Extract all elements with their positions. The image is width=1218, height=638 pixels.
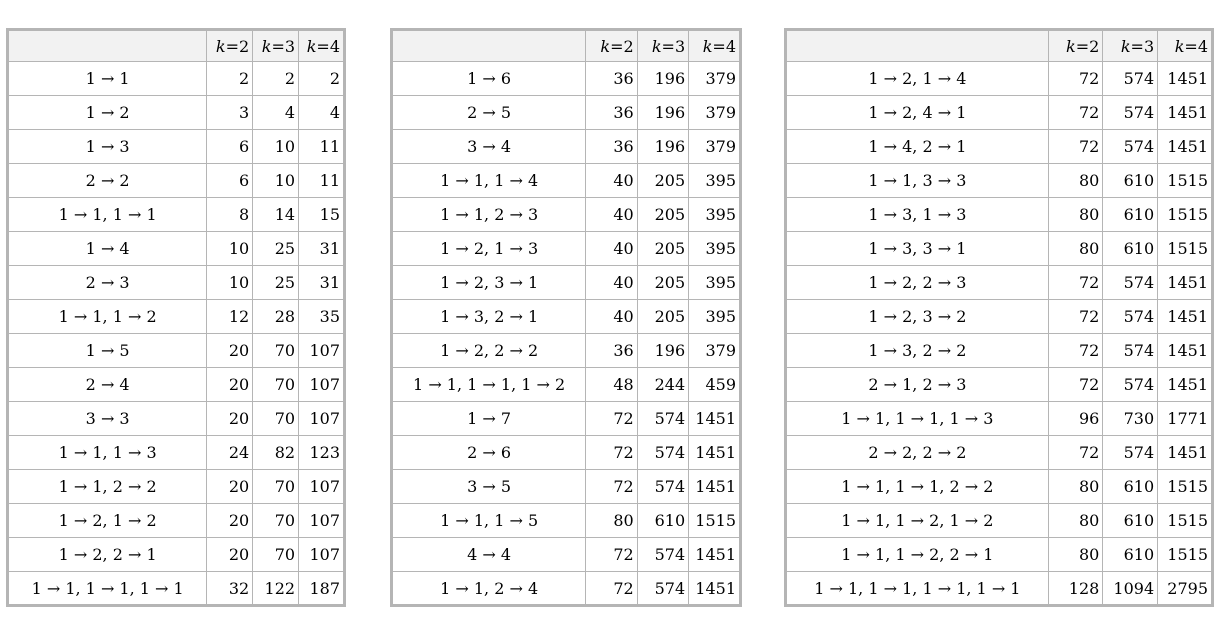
relation-cell: 1 → 2, 3 → 1	[392, 266, 586, 300]
relation-cell: 1 → 3, 1 → 3	[786, 198, 1049, 232]
count-cell: 1451	[1158, 96, 1213, 130]
table-row	[786, 198, 1213, 232]
table-row	[8, 300, 345, 334]
count-cell: 12	[207, 300, 253, 334]
relation-cell: 1 → 4, 2 → 1	[786, 130, 1049, 164]
relation-cell: 3 → 4	[392, 130, 586, 164]
count-cell: 395	[689, 300, 741, 334]
table-row	[8, 402, 345, 436]
table-row	[786, 130, 1213, 164]
count-cell: 610	[1103, 232, 1158, 266]
count-cell: 72	[586, 436, 637, 470]
relation-cell: 1 → 2, 2 → 1	[8, 538, 207, 572]
count-cell: 36	[586, 334, 637, 368]
count-cell: 20	[207, 334, 253, 368]
relation-cell: 1 → 1, 1 → 1, 2 → 2	[786, 470, 1049, 504]
relation-cell: 1 → 1, 3 → 3	[786, 164, 1049, 198]
count-cell: 610	[637, 504, 688, 538]
table-row	[392, 62, 741, 96]
count-cell: 1515	[1158, 164, 1213, 198]
count-cell: 196	[637, 334, 688, 368]
header-k-cell: k=3	[637, 30, 688, 62]
count-cell: 40	[586, 300, 637, 334]
count-cell: 610	[1103, 198, 1158, 232]
count-cell: 72	[1048, 436, 1103, 470]
relation-cell: 2 → 5	[392, 96, 586, 130]
count-cell: 1515	[689, 504, 741, 538]
count-cell: 379	[689, 62, 741, 96]
count-cell: 70	[253, 538, 299, 572]
relation-cell: 1 → 1, 1 → 5	[392, 504, 586, 538]
count-cell: 80	[1048, 164, 1103, 198]
relation-cell: 3 → 3	[8, 402, 207, 436]
count-cell: 2	[207, 62, 253, 96]
count-cell: 14	[253, 198, 299, 232]
count-cell: 24	[207, 436, 253, 470]
relation-cell: 1 → 3, 3 → 1	[786, 232, 1049, 266]
relation-cell: 1 → 2, 1 → 3	[392, 232, 586, 266]
count-cell: 72	[1048, 300, 1103, 334]
count-cell: 379	[689, 130, 741, 164]
count-cell: 205	[637, 198, 688, 232]
relation-cell: 1 → 1, 2 → 4	[392, 572, 586, 606]
relation-cell: 1 → 4	[8, 232, 207, 266]
count-cell: 395	[689, 232, 741, 266]
table-row	[786, 470, 1213, 504]
relation-cell: 2 → 4	[8, 368, 207, 402]
table-row	[786, 436, 1213, 470]
count-cell: 574	[637, 402, 688, 436]
count-cell: 40	[586, 266, 637, 300]
count-cell: 25	[253, 266, 299, 300]
table-row	[8, 504, 345, 538]
count-cell: 10	[253, 130, 299, 164]
count-cell: 20	[207, 470, 253, 504]
table-row	[8, 198, 345, 232]
relation-cell: 1 → 5	[8, 334, 207, 368]
count-cell: 10	[207, 266, 253, 300]
count-cell: 574	[1103, 130, 1158, 164]
count-cell: 4	[253, 96, 299, 130]
table-row	[786, 300, 1213, 334]
count-cell: 1094	[1103, 572, 1158, 606]
count-cell: 35	[299, 300, 345, 334]
count-cell: 1451	[689, 402, 741, 436]
header-row	[8, 30, 345, 62]
count-cell: 122	[253, 572, 299, 606]
header-k-cell: k=2	[1048, 30, 1103, 62]
count-cell: 123	[299, 436, 345, 470]
count-cell: 4	[299, 96, 345, 130]
count-cell: 1451	[1158, 436, 1213, 470]
table-row	[8, 130, 345, 164]
header-k-cell: k=3	[253, 30, 299, 62]
count-cell: 196	[637, 62, 688, 96]
table-row	[8, 368, 345, 402]
header-row	[392, 30, 741, 62]
count-cell: 1515	[1158, 538, 1213, 572]
count-cell: 196	[637, 130, 688, 164]
header-blank-cell	[392, 30, 586, 62]
count-cell: 96	[1048, 402, 1103, 436]
count-cell: 6	[207, 164, 253, 198]
relation-cell: 1 → 2, 2 → 2	[392, 334, 586, 368]
count-cell: 72	[1048, 62, 1103, 96]
count-cell: 70	[253, 402, 299, 436]
table-row	[786, 504, 1213, 538]
relation-cell: 1 → 1, 1 → 4	[392, 164, 586, 198]
count-cell: 610	[1103, 538, 1158, 572]
count-cell: 80	[1048, 232, 1103, 266]
count-cell: 72	[1048, 96, 1103, 130]
count-cell: 80	[1048, 538, 1103, 572]
relation-cell: 1 → 1, 1 → 2, 1 → 2	[786, 504, 1049, 538]
count-cell: 395	[689, 198, 741, 232]
relation-cell: 1 → 1, 1 → 1, 1 → 1, 1 → 1	[786, 572, 1049, 606]
table-row	[392, 96, 741, 130]
table-row	[786, 368, 1213, 402]
count-table-1	[6, 28, 346, 607]
count-cell: 40	[586, 164, 637, 198]
relation-cell: 1 → 2, 1 → 2	[8, 504, 207, 538]
count-cell: 1451	[1158, 62, 1213, 96]
count-cell: 1451	[689, 436, 741, 470]
count-cell: 395	[689, 164, 741, 198]
table-row	[786, 572, 1213, 606]
count-cell: 459	[689, 368, 741, 402]
relation-cell: 1 → 3	[8, 130, 207, 164]
table-row	[8, 572, 345, 606]
table-row	[8, 232, 345, 266]
count-cell: 40	[586, 232, 637, 266]
count-cell: 205	[637, 266, 688, 300]
header-k-cell: k=2	[207, 30, 253, 62]
count-cell: 574	[637, 538, 688, 572]
count-cell: 36	[586, 62, 637, 96]
count-cell: 8	[207, 198, 253, 232]
count-cell: 1515	[1158, 232, 1213, 266]
table-row	[392, 198, 741, 232]
table-row	[392, 538, 741, 572]
table-row	[786, 96, 1213, 130]
table-row	[786, 164, 1213, 198]
count-cell: 2795	[1158, 572, 1213, 606]
count-cell: 32	[207, 572, 253, 606]
count-cell: 72	[586, 572, 637, 606]
count-cell: 205	[637, 164, 688, 198]
count-cell: 610	[1103, 504, 1158, 538]
count-cell: 205	[637, 232, 688, 266]
table-row	[392, 266, 741, 300]
count-cell: 610	[1103, 164, 1158, 198]
count-cell: 574	[1103, 436, 1158, 470]
table-row	[392, 232, 741, 266]
table-row	[392, 164, 741, 198]
table-row	[392, 368, 741, 402]
count-cell: 72	[586, 470, 637, 504]
relation-cell: 1 → 6	[392, 62, 586, 96]
count-cell: 80	[1048, 198, 1103, 232]
count-cell: 80	[1048, 470, 1103, 504]
count-cell: 15	[299, 198, 345, 232]
table-row	[8, 470, 345, 504]
relation-cell: 1 → 2	[8, 96, 207, 130]
count-cell: 730	[1103, 402, 1158, 436]
count-cell: 72	[586, 538, 637, 572]
count-cell: 10	[253, 164, 299, 198]
count-cell: 31	[299, 232, 345, 266]
count-cell: 610	[1103, 470, 1158, 504]
relation-cell: 1 → 2, 1 → 4	[786, 62, 1049, 96]
table-row	[392, 470, 741, 504]
table-row	[786, 266, 1213, 300]
count-cell: 574	[637, 572, 688, 606]
count-cell: 1515	[1158, 504, 1213, 538]
count-cell: 107	[299, 504, 345, 538]
count-cell: 196	[637, 96, 688, 130]
relation-cell: 2 → 2	[8, 164, 207, 198]
count-cell: 70	[253, 470, 299, 504]
count-cell: 574	[1103, 96, 1158, 130]
relation-cell: 1 → 1, 1 → 2, 2 → 1	[786, 538, 1049, 572]
count-cell: 82	[253, 436, 299, 470]
count-table-3	[784, 28, 1214, 607]
count-cell: 80	[1048, 504, 1103, 538]
count-cell: 28	[253, 300, 299, 334]
count-cell: 1451	[1158, 300, 1213, 334]
header-k-cell: k=3	[1103, 30, 1158, 62]
count-cell: 2	[299, 62, 345, 96]
table-row	[786, 232, 1213, 266]
count-cell: 72	[1048, 130, 1103, 164]
relation-cell: 1 → 7	[392, 402, 586, 436]
count-cell: 25	[253, 232, 299, 266]
count-cell: 20	[207, 368, 253, 402]
header-blank-cell	[8, 30, 207, 62]
count-cell: 574	[637, 470, 688, 504]
count-cell: 107	[299, 470, 345, 504]
table-row	[8, 334, 345, 368]
table-row	[392, 130, 741, 164]
count-cell: 1451	[1158, 130, 1213, 164]
count-cell: 70	[253, 368, 299, 402]
count-cell: 574	[1103, 266, 1158, 300]
relation-cell: 1 → 1, 1 → 1	[8, 198, 207, 232]
count-cell: 6	[207, 130, 253, 164]
count-cell: 72	[1048, 368, 1103, 402]
count-cell: 70	[253, 504, 299, 538]
relation-cell: 1 → 3, 2 → 1	[392, 300, 586, 334]
count-cell: 574	[1103, 300, 1158, 334]
count-cell: 20	[207, 538, 253, 572]
table-row	[786, 402, 1213, 436]
relation-cell: 1 → 2, 3 → 2	[786, 300, 1049, 334]
header-k-cell: k=2	[586, 30, 637, 62]
table-row	[786, 538, 1213, 572]
table-row	[392, 572, 741, 606]
count-cell: 80	[586, 504, 637, 538]
relation-cell: 2 → 2, 2 → 2	[786, 436, 1049, 470]
relation-cell: 3 → 5	[392, 470, 586, 504]
relation-cell: 1 → 1, 2 → 3	[392, 198, 586, 232]
count-cell: 1771	[1158, 402, 1213, 436]
header-k-cell: k=4	[299, 30, 345, 62]
count-cell: 72	[1048, 334, 1103, 368]
count-cell: 72	[586, 402, 637, 436]
table-row	[392, 402, 741, 436]
count-cell: 1451	[1158, 334, 1213, 368]
table-row	[392, 334, 741, 368]
count-cell: 128	[1048, 572, 1103, 606]
table-row	[8, 266, 345, 300]
count-cell: 574	[1103, 62, 1158, 96]
relation-cell: 4 → 4	[392, 538, 586, 572]
table-row	[8, 62, 345, 96]
count-cell: 3	[207, 96, 253, 130]
header-k-cell: k=4	[1158, 30, 1213, 62]
count-cell: 1451	[1158, 266, 1213, 300]
table-row	[392, 504, 741, 538]
table-row	[392, 300, 741, 334]
table-row	[8, 164, 345, 198]
count-cell: 574	[637, 436, 688, 470]
count-cell: 20	[207, 504, 253, 538]
count-cell: 1451	[689, 538, 741, 572]
relation-cell: 1 → 1, 1 → 1, 1 → 1	[8, 572, 207, 606]
count-cell: 574	[1103, 368, 1158, 402]
header-k-cell: k=4	[689, 30, 741, 62]
header-blank-cell	[786, 30, 1049, 62]
count-cell: 1451	[1158, 368, 1213, 402]
relation-cell: 1 → 1, 1 → 3	[8, 436, 207, 470]
count-cell: 31	[299, 266, 345, 300]
count-cell: 107	[299, 334, 345, 368]
count-cell: 1451	[689, 470, 741, 504]
count-cell: 379	[689, 96, 741, 130]
count-cell: 107	[299, 368, 345, 402]
table-row	[786, 334, 1213, 368]
relation-cell: 1 → 1, 1 → 1, 1 → 2	[392, 368, 586, 402]
relation-cell: 1 → 1, 1 → 2	[8, 300, 207, 334]
header-row	[786, 30, 1213, 62]
count-cell: 11	[299, 164, 345, 198]
count-cell: 187	[299, 572, 345, 606]
relation-cell: 1 → 1	[8, 62, 207, 96]
count-cell: 40	[586, 198, 637, 232]
count-cell: 395	[689, 266, 741, 300]
count-table-2	[390, 28, 742, 607]
relation-cell: 2 → 6	[392, 436, 586, 470]
count-cell: 70	[253, 334, 299, 368]
relation-cell: 1 → 1, 2 → 2	[8, 470, 207, 504]
count-cell: 1515	[1158, 470, 1213, 504]
count-cell: 36	[586, 130, 637, 164]
count-cell: 107	[299, 402, 345, 436]
count-cell: 107	[299, 538, 345, 572]
table-row	[8, 538, 345, 572]
count-cell: 1451	[689, 572, 741, 606]
count-cell: 48	[586, 368, 637, 402]
relation-cell: 2 → 1, 2 → 3	[786, 368, 1049, 402]
count-cell: 205	[637, 300, 688, 334]
count-cell: 10	[207, 232, 253, 266]
table-row	[8, 436, 345, 470]
relation-cell: 1 → 2, 4 → 1	[786, 96, 1049, 130]
count-cell: 11	[299, 130, 345, 164]
count-cell: 36	[586, 96, 637, 130]
count-cell: 379	[689, 334, 741, 368]
count-cell: 244	[637, 368, 688, 402]
count-cell: 1515	[1158, 198, 1213, 232]
count-cell: 20	[207, 402, 253, 436]
table-row	[786, 62, 1213, 96]
relation-cell: 1 → 3, 2 → 2	[786, 334, 1049, 368]
count-cell: 72	[1048, 266, 1103, 300]
relation-cell: 1 → 2, 2 → 3	[786, 266, 1049, 300]
table-row	[392, 436, 741, 470]
relation-cell: 2 → 3	[8, 266, 207, 300]
count-cell: 2	[253, 62, 299, 96]
table-row	[8, 96, 345, 130]
count-cell: 574	[1103, 334, 1158, 368]
relation-cell: 1 → 1, 1 → 1, 1 → 3	[786, 402, 1049, 436]
